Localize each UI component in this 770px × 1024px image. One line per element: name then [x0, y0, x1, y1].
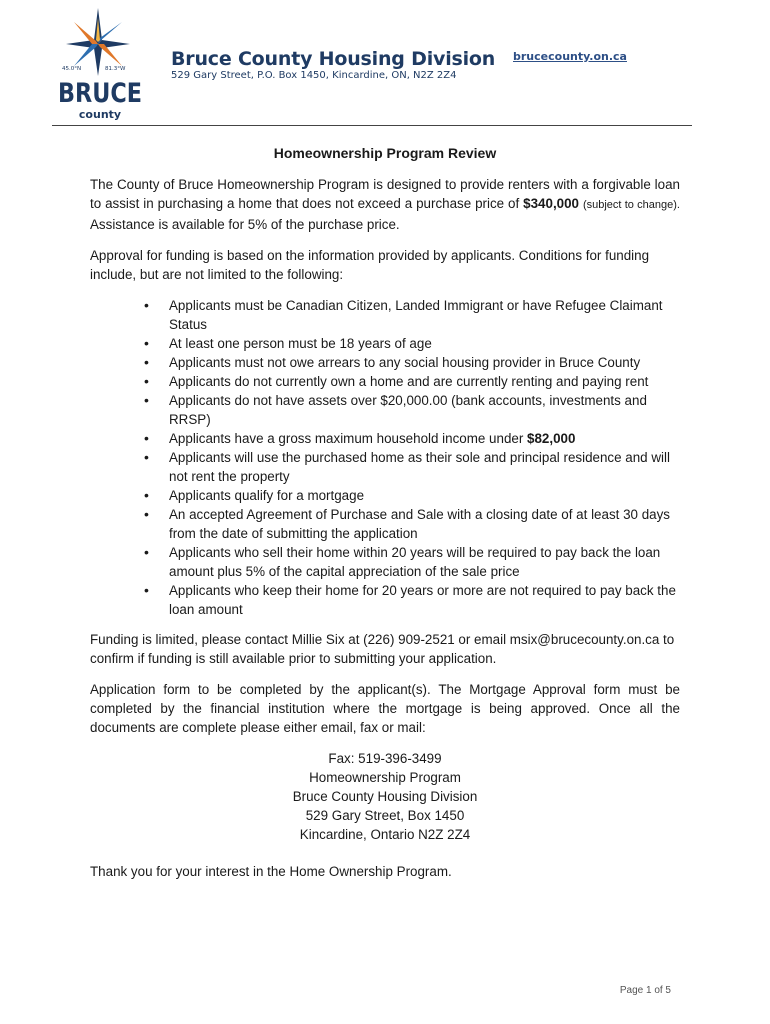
funding-paragraph: Funding is limited, please contact Millie Six at (226) 909-2521 or email msix@brucecounty.on.ca to confirm if funding is still available prior to submitting your application.	[90, 632, 675, 666]
header-divider	[52, 125, 692, 126]
svg-text:45.0°N: 45.0°N	[62, 66, 82, 72]
list-item: • Applicants must not owe arrears to any social housing provider in Bruce County	[169, 353, 680, 372]
org-address: 529 Gary Street, P.O. Box 1450, Kincardine, ON, N2Z 2Z4	[171, 70, 457, 81]
list-item: • Applicants qualify for a mortgage	[169, 486, 680, 505]
logo-subword: county	[78, 108, 122, 121]
list-item: • Applicants do not currently own a home and are currently renting and paying rent	[169, 372, 680, 391]
document-body	[90, 144, 680, 893]
list-item: • An accepted Agreement of Purchase and Sale with a closing date of at least 30 days from the date of submitting the application	[169, 505, 680, 543]
list-item: • Applicants will use the purchased home as their sole and principal residence and will not rent the property	[169, 448, 680, 486]
price-note: (subject to change).	[582, 199, 680, 211]
list-item: • Applicants do not have assets over $20,000.00 (bank accounts, investments and RRSP)	[169, 391, 680, 429]
logo-wordmark: BRUCE	[58, 78, 142, 109]
list-item: • Applicants who keep their home for 20 years or more are not required to pay back the loan amount	[169, 581, 680, 619]
intro-paragraph: The County of Bruce Homeownership Program is designed to provide renters with a forgivable loan to assist in purchasing a home that does not exceed a purchase price of $340,000 (subject to change). Assistance is available for 5% of the purchase price.	[90, 177, 680, 232]
approval-paragraph: Approval for funding is based on the information provided by applicants. Conditions for funding include, but are not limited to the following:	[90, 248, 650, 282]
thanks-paragraph: Thank you for your interest in the Home Ownership Program.	[90, 864, 452, 879]
purchase-price: $340,000	[523, 196, 580, 211]
list-item: • At least one person must be 18 years of age	[169, 334, 680, 353]
list-item: • Applicants have a gross maximum household income under $82,000	[169, 429, 680, 448]
income-limit: $82,000	[527, 431, 576, 446]
compass-rose-icon	[52, 6, 148, 124]
address-line: 529 Gary Street, Box 1450	[305, 808, 465, 823]
application-paragraph: Application form to be completed by the applicant(s). The Mortgage Approval form must be completed by the financial institution where the mortgage is being approved. Once all the documents are complete please either email, fax or mail:	[90, 682, 680, 735]
document-title: Homeownership Program Review	[273, 145, 497, 161]
website-link[interactable]: brucecounty.on.ca	[513, 50, 627, 63]
bruce-county-logo	[52, 6, 148, 124]
conditions-list	[90, 296, 680, 619]
org-name: Bruce County Housing Division	[171, 48, 496, 70]
fax-number: Fax: 519-396-3499	[328, 751, 442, 766]
address-line: Kincardine, Ontario N2Z 2Z4	[299, 827, 471, 842]
address-line: Homeownership Program	[309, 770, 461, 785]
page-number: Page 1 of 5	[619, 985, 671, 996]
list-item: • Applicants who sell their home within 20 years will be required to pay back the loan amount plus 5% of the capital appreciation of the sale price	[169, 543, 680, 581]
svg-text:81.3°W: 81.3°W	[105, 66, 126, 72]
address-line: Bruce County Housing Division	[292, 789, 478, 804]
list-item: • Applicants must be Canadian Citizen, Landed Immigrant or have Refugee Claimant Status	[169, 296, 680, 334]
mailing-address	[90, 749, 680, 844]
